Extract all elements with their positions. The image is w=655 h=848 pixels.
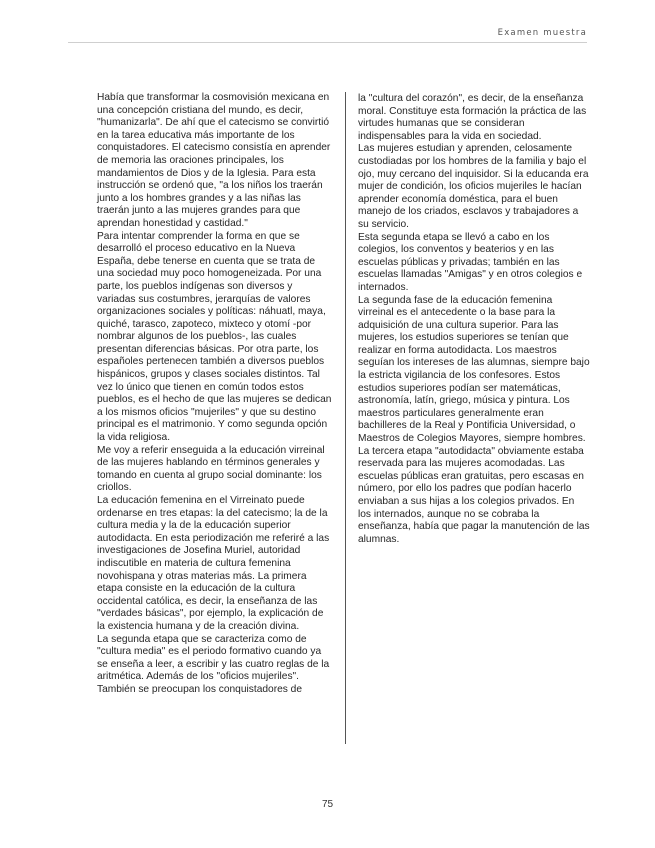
left-text-column [97, 92, 333, 697]
paragraph: Esta segunda etapa se llevó a cabo en los colegios, los conventos y beaterios y en las escuelas públicas y privadas; también en las escuelas llamadas "Amigas" y en otros colegios e internados. [358, 231, 583, 293]
paragraph: También se preocupan los conquistadores de [97, 683, 303, 695]
paragraph: La tercera etapa "autodidacta" obviamente estaba reservada para las mujeres acomodadas. Las escuelas públicas eran gratuitas, pero escasas en número, por ello los padres que podían hacerlo enviaban a sus hijas a los colegios privados. En los internados, aunque no se cobraba la enseñanza, había que pagar la manutención de las alumnas. [358, 445, 590, 545]
paragraph: la "cultura del corazón", es decir, de la enseñanza moral. Constituye esta formación la práctica de las virtudes humanas que se consideran indispensables para la vida en sociedad. [358, 93, 587, 142]
paragraph: La segunda etapa que se caracteriza como de "cultura media" es el periodo formativo cuando ya se enseña a leer, a escribir y las cuatro reglas de la aritmética. Además de los "oficios mujeriles". [97, 633, 330, 683]
column-divider [345, 92, 346, 744]
paragraph: Para intentar comprender la forma en que se desarrolló el proceso educativo en la Nueva España, debe tenerse en cuenta que se trata de una sociedad muy poco homogeneizada. Por una parte, los pueblos indígenas son diversos y variadas sus costumbres, jerarquías de valores organizaciones sociales y políticas: náhuatl, maya, quiché, tarasco, zapoteco, mixteco y otomí -por nombrar algunos de los pueblos-, las cuales presentan diferencias básicas. Por otra parte, los españoles pertenecen también a diversos pueblos hispánicos, grupos y clases sociales distintos. Tal vez lo único que tienen en común todos estos pueblos, es el hecho de que las mujeres se dedican a los mismos oficios "mujeriles" y que su destino principal es el matrimonio. Y como segunda opción la vida religiosa. [97, 230, 332, 444]
paragraph: Había que transformar la cosmovisión mexicana en una concepción cristiana del mundo, es decir, "humanizarla". De ahí que el catecismo se convirtió en la tarea educativa más importante de los conquistadores. El catecismo consistía en aprender de memoria las oraciones principales, los mandamientos de Dios y de la Iglesia. Para esta instrucción se ordenó que, "a los niños los traerán junto a los hombres grandes y a las niñas las traerán junto a las mujeres grandes para que aprendan honestidad y castidad." [97, 92, 331, 229]
right-text-column [358, 93, 590, 546]
paragraph: Las mujeres estudian y aprenden, celosamente custodiadas por los hombres de la familia y bajo el ojo, muy cercano del inquisidor. Si la educanda era mujer de condición, los oficios mujeriles le hacían aprender economía doméstica, para el buen manejo de los criados, esclavos y trabajadores a su servicio. [358, 143, 589, 230]
paragraph: La segunda fase de la educación femenina virreinal es el antecedente o la base para la adquisición de una cultura superior. Para las mujeres, los estudios superiores se tenían que realizar en forma autodidacta. Los maestros seguían los intereses de las alumnas, siempre bajo la estricta vigilancia de los confesores. Estos estudios superiores podían ser matemáticas, astronomía, latín, griego, música y pintura. Los maestros particulares generalmente eran bachilleres de la Real y Pontificia Universidad, o Maestros de Colegios Mayores, siempre hombres. [358, 294, 590, 445]
page-number: 75 [321, 799, 334, 810]
paragraph: Me voy a referir enseguida a la educación virreinal de las mujeres hablando en términos generales y tomando en cuenta al grupo social dominante: los criollos. [97, 444, 325, 494]
paragraph: La educación femenina en el Virreinato puede ordenarse en tres etapas: la del catecismo; la de la cultura media y la de la educación superior autodidacta. En esta periodización me referiré a las investigaciones de Josefina Muriel, autoridad indiscutible en materia de cultura femenina novohispana y otras materias más. La primera etapa consiste en la educación de la cultura occidental católica, es decir, la enseñanza de las "verdades básicas", por ejemplo, la explicación de la existencia humana y de la creación divina. [97, 495, 330, 632]
running-header: Examen muestra [497, 28, 587, 38]
header-rule [68, 42, 587, 43]
